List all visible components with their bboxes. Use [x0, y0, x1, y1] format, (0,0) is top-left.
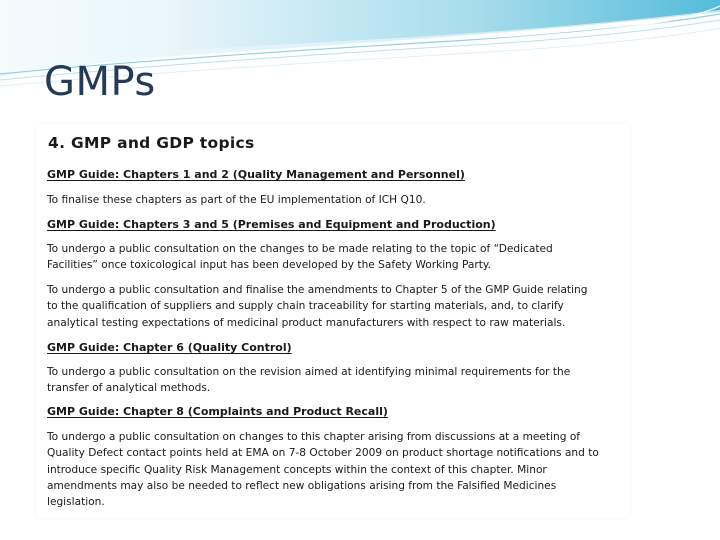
section-heading-chapters-3-5: GMP Guide: Chapters 3 and 5 (Premises and Equipment and Production): [47, 218, 496, 231]
paragraph-line: To undergo a public consultation and finalise the amendments to Chapter 5 of the GMP Guide relating: [47, 284, 588, 296]
paragraph-line: introduce specific Quality Risk Management concepts within the context of this chapter. Minor: [47, 463, 547, 476]
paragraph-line: amendments may also be needed to reflect new obligations arising from the Falsified Medicines: [47, 479, 557, 492]
section-heading-chapter-6: GMP Guide: Chapter 6 (Quality Control): [47, 341, 292, 354]
paragraph-line: Facilities” once toxicological input has been developed by the Safety Working Party.: [47, 259, 492, 272]
section-paragraph: [47, 282, 617, 331]
paragraph-line: to the qualification of suppliers and supply chain traceability for starting materials, and, to clarify: [47, 300, 564, 313]
paragraph-line: To undergo a public consultation on the changes to be made relating to the topic of “Dedicated: [47, 243, 553, 255]
section-paragraph: [47, 364, 617, 397]
paragraph-line: transfer of analytical methods.: [47, 382, 211, 395]
section-paragraph: [47, 241, 617, 274]
document-heading: 4. GMP and GDP topics: [48, 134, 255, 152]
paragraph-line: legislation.: [47, 496, 105, 509]
paragraph-line: To finalise these chapters as part of the EU implementation of ICH Q10.: [47, 194, 426, 206]
paragraph-line: Quality Defect contact points held at EMA on 7-8 October 2009 on product shortage notifications and to: [47, 447, 599, 460]
paragraph-line: analytical testing expectations of medicinal product manufacturers with respect to raw materials.: [47, 316, 566, 329]
paragraph-line: To undergo a public consultation on the revision aimed at identifying minimal requirements for the: [47, 366, 571, 378]
section-heading-chapters-1-2: GMP Guide: Chapters 1 and 2 (Quality Management and Personnel): [47, 168, 465, 181]
section-paragraph: [47, 429, 617, 510]
section-heading-chapter-8: GMP Guide: Chapter 8 (Complaints and Product Recall): [47, 405, 388, 418]
document-image: [36, 124, 630, 518]
paragraph-line: To undergo a public consultation on changes to this chapter arising from discussions at a meeting of: [47, 431, 581, 443]
slide-title: GMPs: [44, 59, 156, 105]
section-paragraph: [47, 192, 617, 208]
